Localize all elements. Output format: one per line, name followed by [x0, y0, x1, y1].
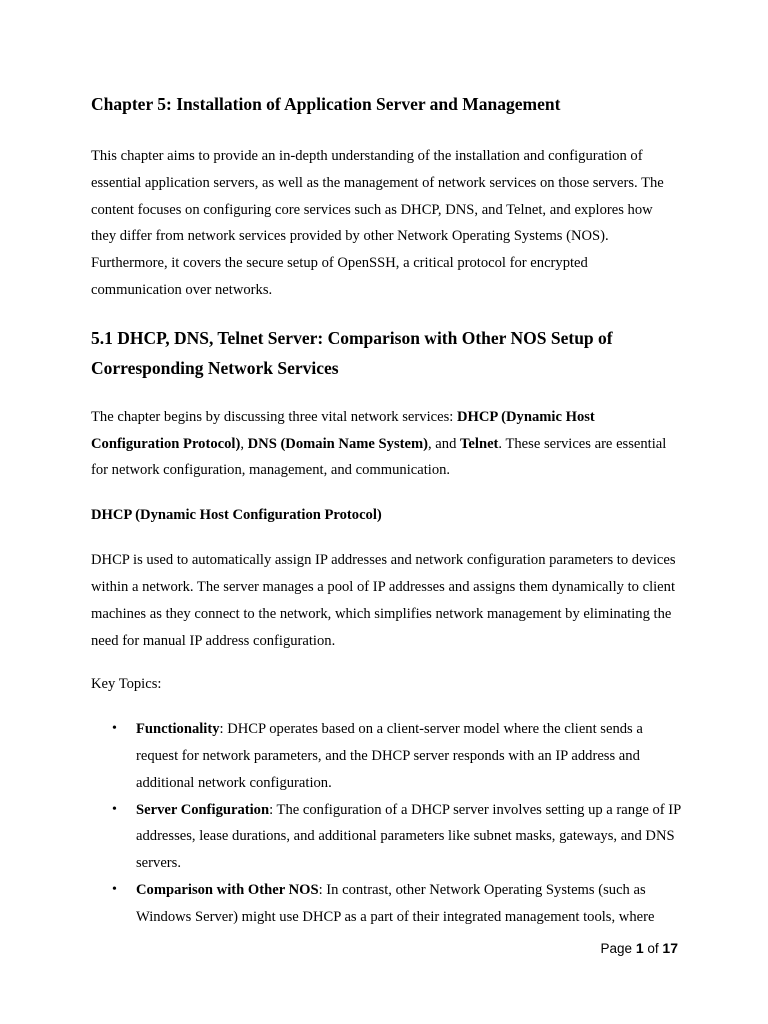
- key-topics-list: [91, 716, 681, 930]
- list-item-term: Comparison with Other NOS: [136, 881, 319, 898]
- list-item-text: : DHCP operates based on a client-server model where the client sends a request for network parameters, and the DHCP server responds with an IP address and additional network configuration.: [136, 721, 643, 791]
- section-intro-paragraph: [91, 404, 681, 484]
- bullet-icon: •: [112, 801, 117, 817]
- section-intro-prefix: The chapter begins by discussing three vital network services:: [91, 408, 457, 425]
- section-intro-suffix: . These services are essential for network configuration, management, and communication.: [91, 435, 667, 479]
- chapter-intro-paragraph: This chapter aims to provide an in-depth understanding of the installation and configuration of essential application servers, as well as the management of network services on those servers. The content focuses on configuring core services such as DHCP, DNS, and Telnet, and explores how they differ from network services provided by other Network Operating Systems (NOS). Furthermore, it covers the secure setup of OpenSSH, a critical protocol for encrypted communication over networks.: [91, 148, 664, 298]
- section-title-line-1: 5.1 DHCP, DNS, Telnet Server: Comparison with Other NOS Setup of: [91, 327, 613, 348]
- total-pages-number: 17: [662, 940, 678, 956]
- dhcp-description-paragraph: DHCP is used to automatically assign IP addresses and network configuration parameters to devices within a network. The server manages a pool of IP addresses and assigns them dynamically to client machines as they connect to the network, which simplifies network management by eliminating the need for manual IP address configuration.: [91, 552, 676, 649]
- page-content: [91, 92, 681, 931]
- list-item-term: Server Configuration: [136, 801, 270, 818]
- separator-1: ,: [240, 435, 248, 452]
- chapter-title: Chapter 5: Installation of Application Server and Management: [91, 94, 561, 114]
- section-title: [91, 323, 681, 383]
- term-telnet: Telnet: [460, 435, 499, 452]
- term-dhcp: DHCP (Dynamic Host Configuration Protocol): [91, 408, 595, 452]
- dhcp-heading: DHCP (Dynamic Host Configuration Protocol): [91, 507, 382, 524]
- list-item-text: : In contrast, other Network Operating Systems (such as Windows Server) might use DHCP as a part of their integrated management tools, where: [136, 881, 655, 925]
- bullet-icon: •: [112, 721, 117, 737]
- separator-2: , and: [428, 435, 461, 452]
- list-item-text: : The configuration of a DHCP server involves setting up a range of IP addresses, lease durations, and additional parameters like subnet masks, gateways, and DNS servers.: [136, 801, 681, 872]
- list-item-term: Functionality: [136, 721, 220, 738]
- section-title-line-2: Corresponding Network Services: [91, 357, 339, 378]
- bullet-icon: •: [112, 881, 117, 897]
- list-item: [91, 797, 681, 877]
- current-page-number: 1: [635, 940, 644, 956]
- of-label: of: [647, 941, 659, 956]
- page-number-footer: [601, 940, 678, 956]
- term-dns: DNS (Domain Name System): [247, 435, 428, 452]
- list-item: [91, 877, 681, 931]
- key-topics-label: Key Topics:: [91, 676, 162, 693]
- page-label: Page: [600, 941, 633, 956]
- list-item: [91, 716, 681, 796]
